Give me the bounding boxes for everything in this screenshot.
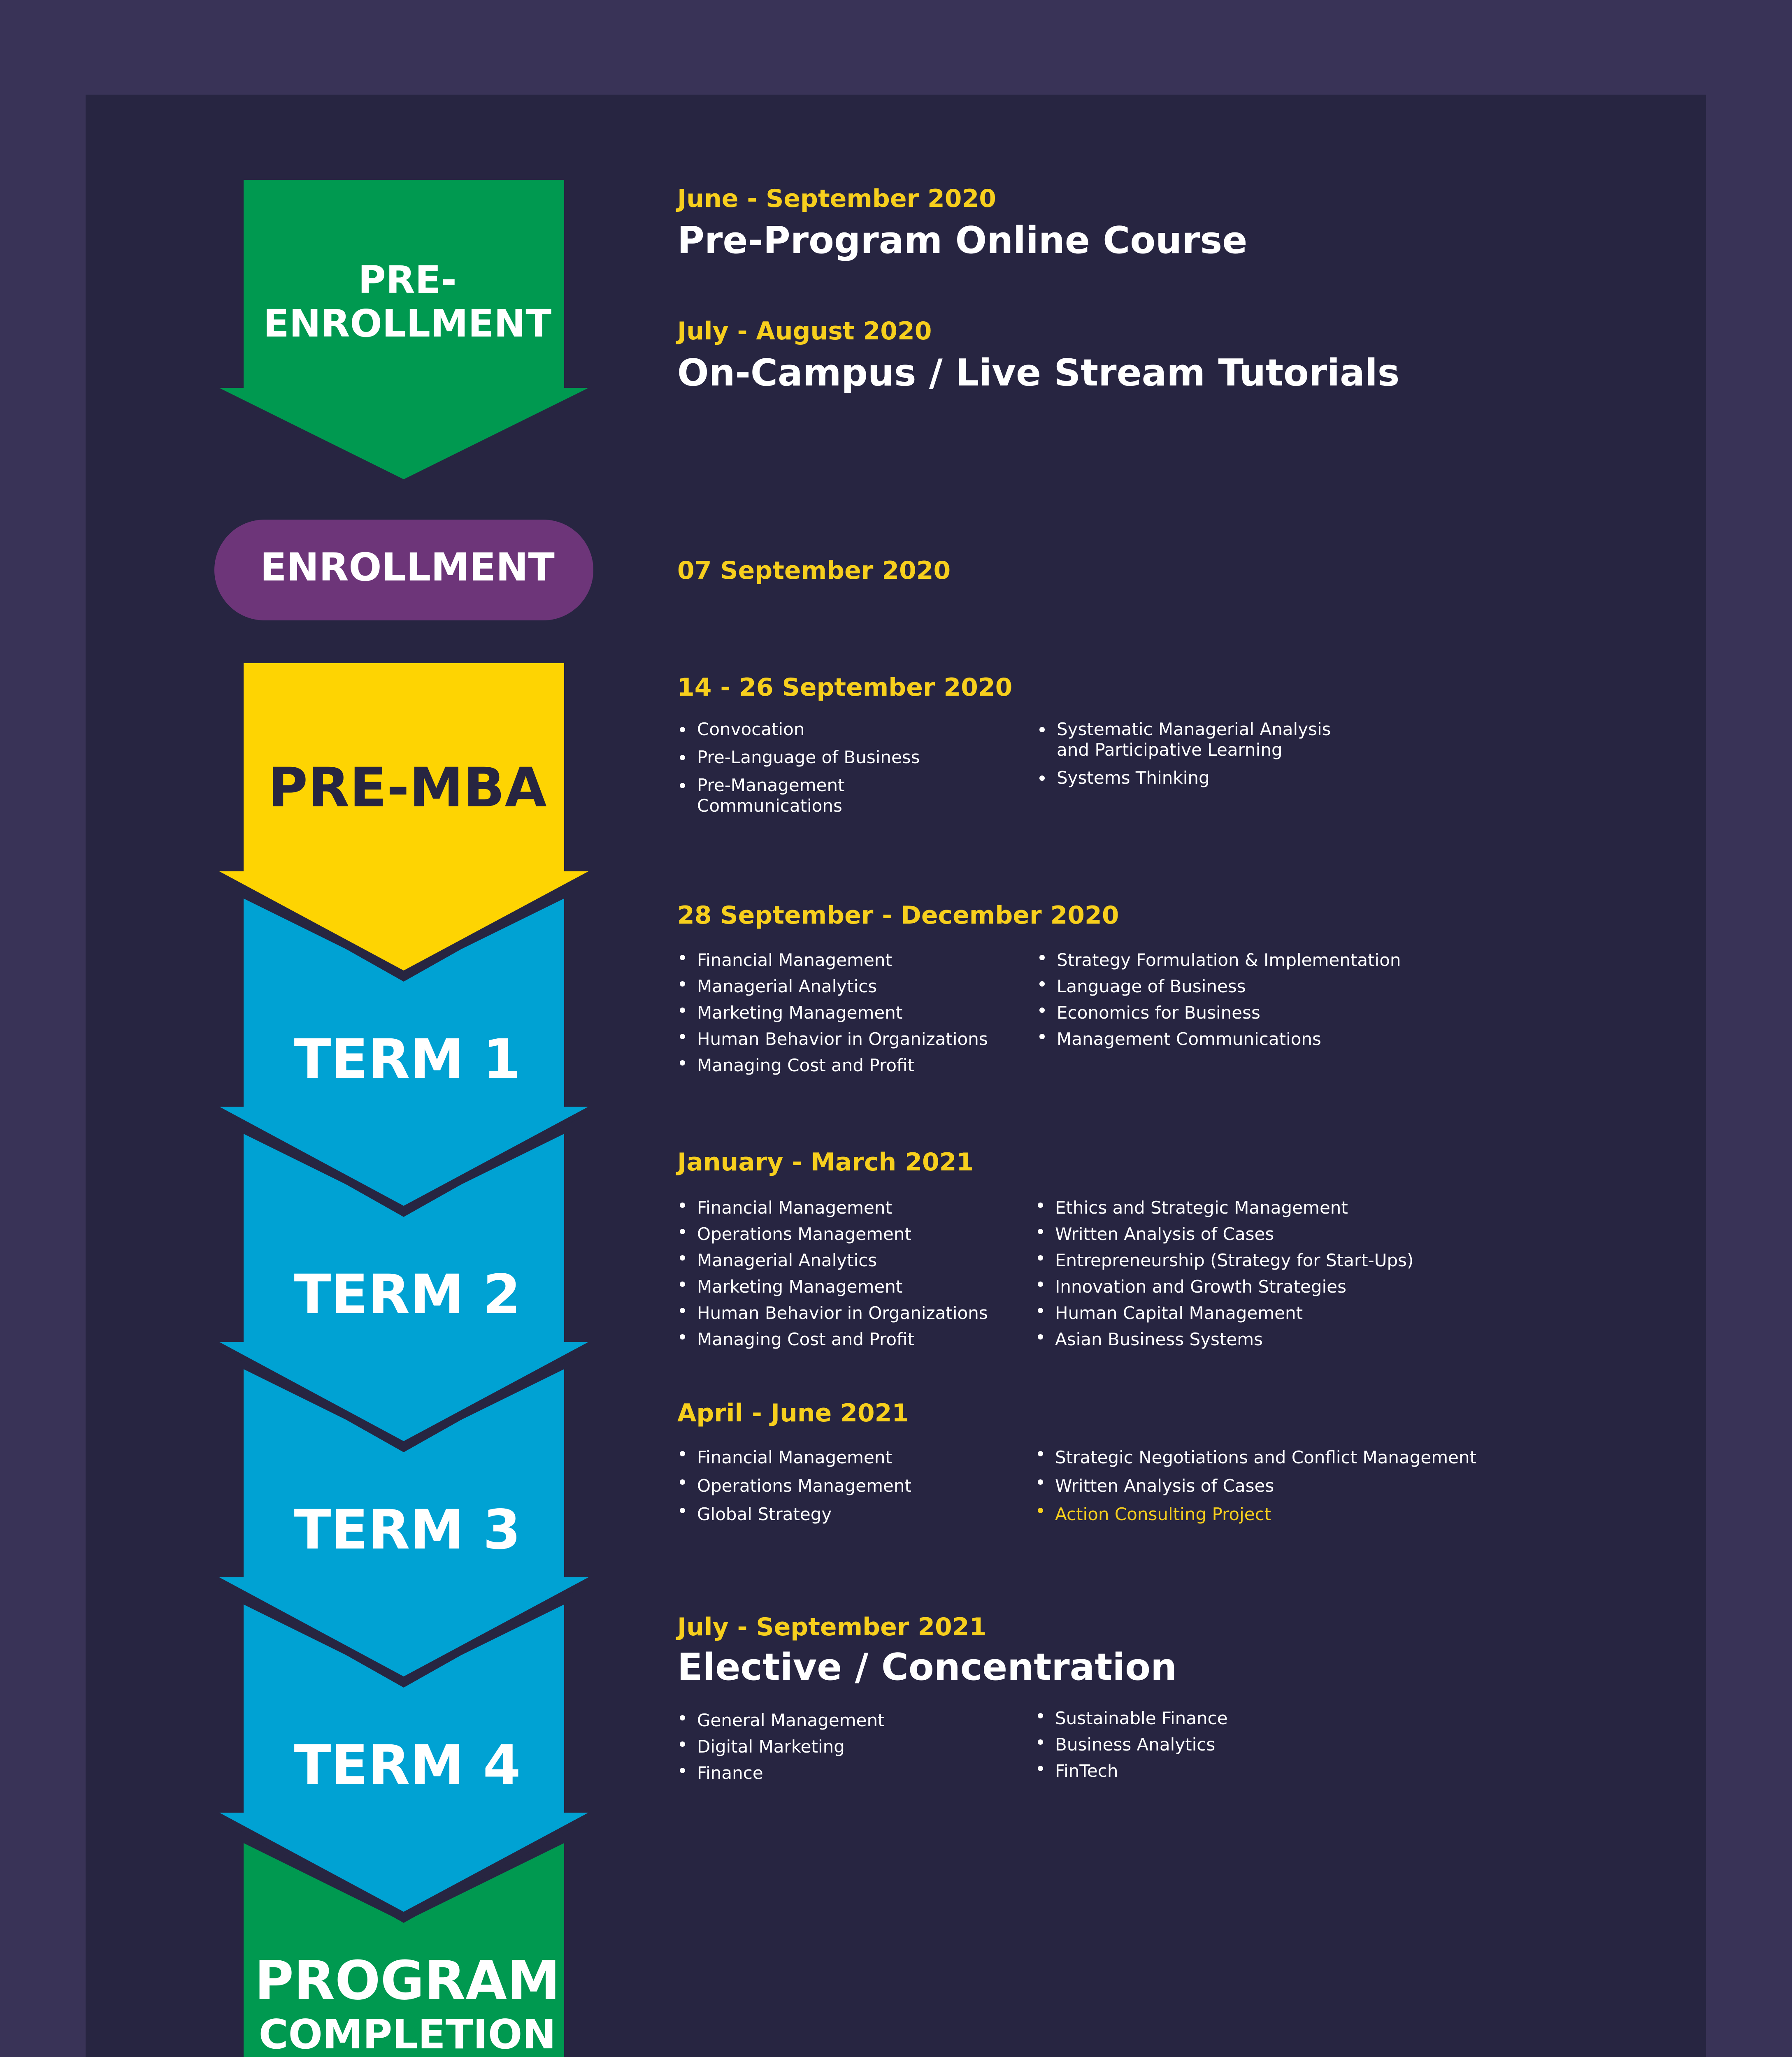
list-item: Systematic Managerial Analysis and Participative Learning	[1037, 719, 1345, 760]
list-item: Operations Management	[677, 1221, 988, 1247]
list-item: Written Analysis of Cases	[1035, 1221, 1413, 1247]
pre-mba-label: PRE-MBA	[268, 756, 547, 820]
pre-mba-list-col2	[1037, 719, 1345, 788]
list-item: Managing Cost and Profit	[677, 1326, 988, 1353]
pre-mba-list-col1	[677, 719, 920, 816]
list-item: Action Consulting Project	[1035, 1500, 1476, 1528]
pre-program-title: Pre-Program Online Course	[677, 219, 1248, 262]
term4-title: Elective / Concentration	[677, 1646, 1177, 1689]
list-item: Economics for Business	[1037, 1000, 1401, 1026]
list-item: Systems Thinking	[1037, 768, 1345, 788]
term1-label: TERM 1	[294, 1028, 521, 1091]
pre-mba-date: 14 - 26 September 2020	[677, 673, 1013, 702]
term2-list-col2	[1035, 1195, 1413, 1353]
list-item: Convocation	[677, 719, 920, 740]
term4-list-col1	[677, 1707, 885, 1786]
list-item: Innovation and Growth Strategies	[1035, 1274, 1413, 1300]
term2-label: TERM 2	[294, 1263, 521, 1326]
list-item: Pre-Language of Business	[677, 747, 920, 768]
program-completion-label: PROGRAM COMPLETION	[254, 1949, 560, 2057]
list-item: Managerial Analytics	[677, 973, 988, 1000]
list-item: Ethics and Strategic Management	[1035, 1195, 1413, 1221]
list-item: General Management	[677, 1707, 885, 1734]
list-item: Strategic Negotiations and Conflict Management	[1035, 1443, 1476, 1472]
enrollment-label: ENROLLMENT	[260, 545, 555, 590]
enrollment-date: 07 September 2020	[677, 556, 951, 585]
list-item: Marketing Management	[677, 1000, 988, 1026]
tutorials-title: On-Campus / Live Stream Tutorials	[677, 351, 1400, 395]
list-item: Digital Marketing	[677, 1734, 885, 1760]
term3-list-col2	[1035, 1443, 1476, 1528]
list-item: Marketing Management	[677, 1274, 988, 1300]
term4-label: TERM 4	[294, 1734, 521, 1797]
list-item: Entrepreneurship (Strategy for Start-Ups)	[1035, 1247, 1413, 1274]
list-item: FinTech	[1035, 1758, 1228, 1784]
list-item: Asian Business Systems	[1035, 1326, 1413, 1353]
list-item: Sustainable Finance	[1035, 1705, 1228, 1732]
term4-list-col2	[1035, 1705, 1228, 1784]
list-item: Financial Management	[677, 1195, 988, 1221]
term1-list-col2	[1037, 947, 1401, 1052]
list-item: Global Strategy	[677, 1500, 911, 1528]
list-item: Managerial Analytics	[677, 1247, 988, 1274]
list-item: Strategy Formulation & Implementation	[1037, 947, 1401, 973]
term3-label: TERM 3	[294, 1498, 521, 1562]
list-item: Business Analytics	[1035, 1732, 1228, 1758]
tutorials-date: July - August 2020	[677, 317, 932, 346]
pre-program-date: June - September 2020	[677, 184, 996, 213]
list-item: Human Behavior in Organizations	[677, 1300, 988, 1326]
list-item: Human Capital Management	[1035, 1300, 1413, 1326]
list-item: Financial Management	[677, 947, 988, 973]
term1-list-col1	[677, 947, 988, 1079]
term2-date: January - March 2021	[677, 1148, 974, 1177]
term2-list-col1	[677, 1195, 988, 1353]
list-item: Pre-Management Communications	[677, 775, 870, 816]
list-item: Managing Cost and Profit	[677, 1052, 988, 1079]
pre-enrollment-label: PRE- ENROLLMENT	[263, 258, 552, 346]
list-item: Finance	[677, 1760, 885, 1786]
list-item: Language of Business	[1037, 973, 1401, 1000]
term4-date: July - September 2021	[677, 1613, 987, 1641]
list-item: Written Analysis of Cases	[1035, 1472, 1476, 1500]
term1-date: 28 September - December 2020	[677, 901, 1119, 930]
list-item: Operations Management	[677, 1472, 911, 1500]
list-item: Management Communications	[1037, 1026, 1401, 1052]
list-item: Human Behavior in Organizations	[677, 1026, 988, 1052]
list-item: Financial Management	[677, 1443, 911, 1472]
term3-date: April - June 2021	[677, 1399, 909, 1428]
term3-list-col1	[677, 1443, 911, 1528]
